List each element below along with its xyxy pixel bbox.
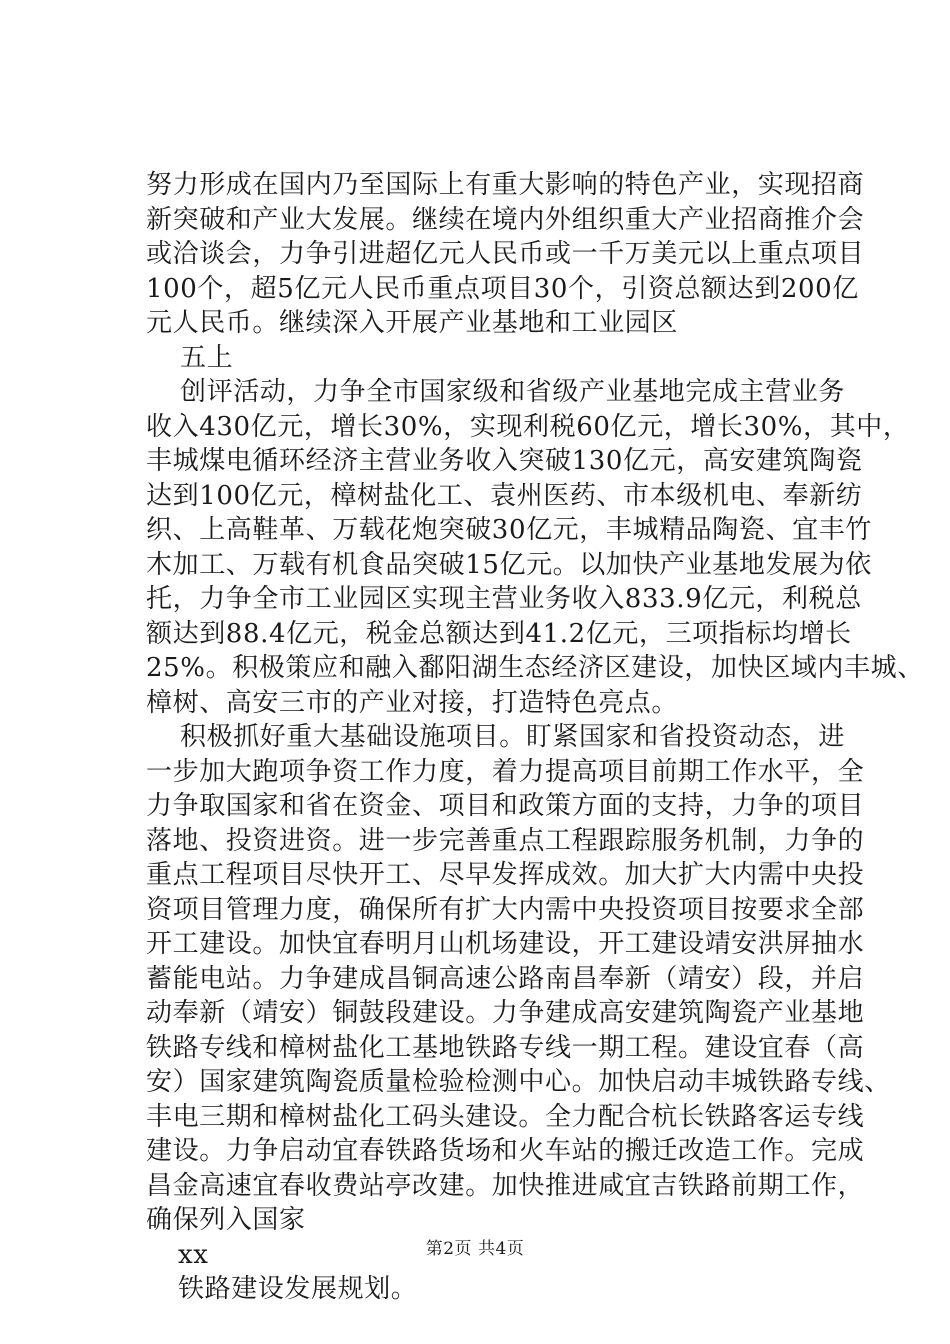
page-footer: 第2页 共4页	[425, 1239, 525, 1259]
text-line: 开工建设。加快宜春明月山机场建设，开工建设靖安洪屏抽水	[146, 929, 865, 959]
text-line: 收入430亿元，增长30%，实现利税60亿元，增长30%，其中，	[146, 411, 910, 442]
text-line: 努力形成在国内乃至国际上有重大影响的特色产业，实现招商	[146, 170, 865, 200]
text-line: 建设。力争启动宜春铁路货场和火车站的搬迁改造工作。完成	[146, 1136, 865, 1166]
text-line: xx	[178, 1239, 209, 1270]
document-body	[146, 168, 924, 1307]
text-line: 达到100亿元，樟树盐化工、袁州医药、市本级机电、奉新纺	[146, 480, 863, 511]
text-line: 丰城煤电循环经济主营业务收入突破130亿元，高安建筑陶瓷	[146, 446, 863, 476]
text-line: 托，力争全市工业园区实现主营业务收入833.9亿元，利税总	[146, 584, 862, 614]
text-line: 一步加大跑项争资工作力度，着力提高项目前期工作水平，全	[146, 756, 865, 787]
text-line: 资项目管理力度，确保所有扩大内需中央投资项目按要求全部	[146, 894, 865, 925]
text-line: 额达到88.4亿元，税金总额达到41.2亿元，三项指标均增长	[146, 618, 852, 649]
text-line: 或洽谈会，力争引进超亿元人民币或一千万美元以上重点项目	[146, 239, 865, 269]
text-line: 铁路建设发展规划。	[178, 1274, 418, 1304]
text-line: 积极抓好重大基础设施项目。盯紧国家和省投资动态，进	[180, 722, 846, 752]
text-line: 力争取国家和省在资金、项目和政策方面的支持，力争的项目	[146, 791, 865, 821]
text-line: 樟树、高安三市的产业对接，打造特色亮点。	[146, 687, 679, 718]
text-line: 丰电三期和樟树盐化工码头建设。全力配合杭长铁路客运专线	[146, 1101, 865, 1132]
text-line: 动奉新（靖安）铜鼓段建设。力争建成高安建筑陶瓷产业基地	[146, 998, 865, 1028]
text-line: 25%。积极策应和融入鄱阳湖生态经济区建设，加快区域内丰城、	[146, 653, 924, 683]
text-line: 元人民币。继续深入开展产业基地和工业园区	[146, 308, 679, 338]
text-line: 安）国家建筑陶瓷质量检验检测中心。加快启动丰城铁路专线、	[146, 1067, 891, 1097]
text-line: 100个，超5亿元人民币重点项目30个，引资总额达到200亿	[146, 273, 859, 304]
text-line: 落地、投资进资。进一步完善重点工程跟踪服务机制，力争的	[146, 825, 865, 856]
text-line: 确保列入国家	[146, 1205, 306, 1235]
text-line: 铁路专线和樟树盐化工基地铁路专线一期工程。建设宜春（高	[146, 1032, 865, 1063]
text-line: 昌金高速宜春收费站亭改建。加快推进咸宜吉铁路前期工作，	[146, 1170, 865, 1201]
text-line: 创评活动，力争全市国家级和省级产业基地完成主营业务	[180, 377, 846, 407]
text-line: 重点工程项目尽快开工、尽早发挥成效。加大扩大内需中央投	[146, 860, 865, 890]
text-line: 蓄能电站。力争建成昌铜高速公路南昌奉新（靖安）段，并启	[146, 963, 865, 994]
text-line: 木加工、万载有机食品突破15亿元。以加快产业基地发展为依	[146, 549, 872, 580]
text-line: 织、上高鞋革、万载花炮突破30亿元，丰城精品陶瓷、宜丰竹	[146, 515, 872, 545]
text-line: 新突破和产业大发展。继续在境内外组织重大产业招商推介会	[146, 204, 865, 235]
text-line: 五上	[180, 342, 234, 373]
